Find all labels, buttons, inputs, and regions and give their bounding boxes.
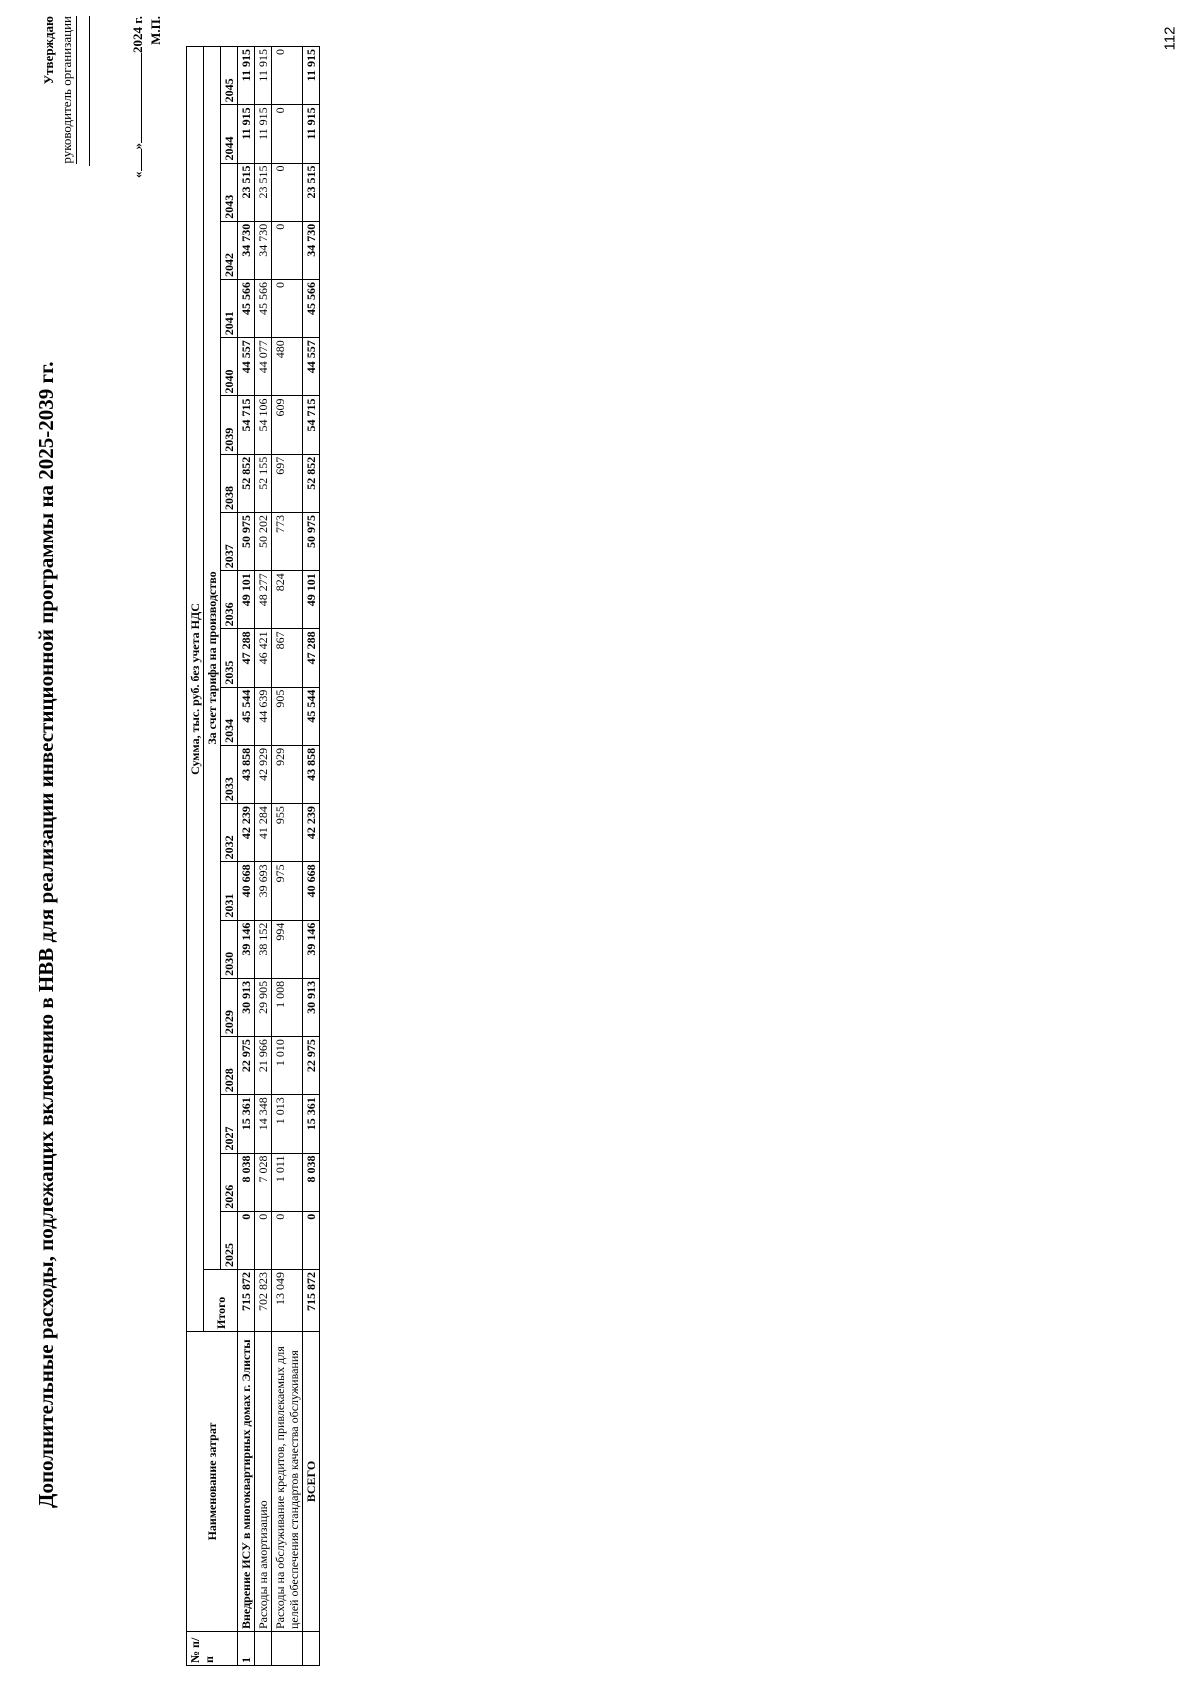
total-year-value: 42 239 (303, 804, 320, 862)
total-year-value: 30 913 (303, 978, 320, 1036)
row-year-value: 45 544 (238, 687, 255, 745)
row-year-value: 955 (272, 804, 303, 862)
approval-date: «»2024 г. (130, 16, 145, 178)
total-year-value: 11 915 (303, 47, 320, 105)
row-total-value: 715 872 (238, 1270, 255, 1332)
row-year-value: 11 915 (238, 47, 255, 105)
total-year-value: 50 975 (303, 512, 320, 570)
total-year-value: 40 668 (303, 862, 320, 920)
total-year-value: 11 915 (303, 105, 320, 163)
approval-head-label: руководитель организации (58, 16, 77, 246)
signature-line (79, 16, 90, 166)
row-total-value: 702 823 (255, 1270, 272, 1332)
year-header: 2027 (221, 1095, 238, 1153)
year-header: 2042 (221, 221, 238, 279)
row-year-value: 0 (272, 47, 303, 105)
total-year-value: 54 715 (303, 396, 320, 454)
total-year-value: 52 852 (303, 454, 320, 512)
row-year-value: 0 (272, 221, 303, 279)
row-year-value: 49 101 (238, 571, 255, 629)
year-header: 2045 (221, 47, 238, 105)
total-year-value: 23 515 (303, 163, 320, 221)
row-year-value: 0 (255, 1211, 272, 1269)
total-year-value: 0 (303, 1211, 320, 1269)
row-year-value: 52 155 (255, 454, 272, 512)
header-no: № п/п (187, 1632, 238, 1666)
row-year-value: 14 348 (255, 1095, 272, 1153)
total-year-value: 39 146 (303, 920, 320, 978)
table-row (238, 47, 255, 1666)
year-header: 2038 (221, 454, 238, 512)
row-year-value: 994 (272, 920, 303, 978)
row-year-value: 50 975 (238, 512, 255, 570)
total-year-value: 8 038 (303, 1153, 320, 1211)
row-number (255, 1632, 272, 1666)
year-header: 2031 (221, 862, 238, 920)
row-name: Расходы на обслуживание кредитов, привлекаемых для целей обеспечения стандартов качества обслуживания (272, 1332, 303, 1632)
year-header: 2037 (221, 512, 238, 570)
total-year-value: 45 566 (303, 280, 320, 338)
row-year-value: 42 239 (238, 804, 255, 862)
row-year-value: 697 (272, 454, 303, 512)
row-year-value: 40 668 (238, 862, 255, 920)
total-year-value: 22 975 (303, 1037, 320, 1095)
header-name: Наименование затрат (187, 1332, 238, 1632)
row-year-value: 45 566 (255, 280, 272, 338)
row-year-value: 21 966 (255, 1037, 272, 1095)
header-total: Итого (204, 1270, 238, 1332)
year-header: 2044 (221, 105, 238, 163)
year-header: 2026 (221, 1153, 238, 1211)
row-year-value: 34 730 (255, 221, 272, 279)
year-header: 2034 (221, 687, 238, 745)
total-year-value: 47 288 (303, 629, 320, 687)
row-total-value: 13 049 (272, 1270, 303, 1332)
row-year-value: 11 915 (255, 105, 272, 163)
row-year-value: 609 (272, 396, 303, 454)
year-header: 2035 (221, 629, 238, 687)
row-number (272, 1632, 303, 1666)
total-label: ВСЕГО (303, 1332, 320, 1632)
row-year-value: 44 557 (238, 338, 255, 396)
row-year-value: 48 277 (255, 571, 272, 629)
year-header: 2039 (221, 396, 238, 454)
row-year-value: 929 (272, 745, 303, 803)
row-year-value: 23 515 (255, 163, 272, 221)
total-year-value: 44 557 (303, 338, 320, 396)
header-source: За счет тарифа на производство (204, 47, 221, 1270)
row-year-value: 43 858 (238, 745, 255, 803)
row-year-value: 1 013 (272, 1095, 303, 1153)
row-year-value: 1 008 (272, 978, 303, 1036)
cost-table (186, 46, 320, 1666)
row-year-value: 867 (272, 629, 303, 687)
header-sum: Сумма, тыс. руб. без учета НДС (187, 47, 204, 1332)
total-year-value: 49 101 (303, 571, 320, 629)
total-sum: 715 872 (303, 1270, 320, 1332)
total-row (303, 47, 320, 1666)
year-header: 2028 (221, 1037, 238, 1095)
year-header: 2025 (221, 1211, 238, 1269)
year-header: 2041 (221, 280, 238, 338)
row-year-value: 8 038 (238, 1153, 255, 1211)
row-year-value: 54 106 (255, 396, 272, 454)
year-header: 2033 (221, 745, 238, 803)
row-year-value: 44 077 (255, 338, 272, 396)
year-header: 2029 (221, 978, 238, 1036)
row-year-value: 905 (272, 687, 303, 745)
row-year-value: 39 146 (238, 920, 255, 978)
table-row (272, 47, 303, 1666)
row-name: Расходы на амортизацию (255, 1332, 272, 1632)
document-title: Дополнительные расходы, подлежащих включению в НВВ для реализации инвестиционной программы на 2025-2039 гг. (34, 361, 58, 1508)
row-year-value: 44 639 (255, 687, 272, 745)
row-year-value: 15 361 (238, 1095, 255, 1153)
row-year-value: 41 284 (255, 804, 272, 862)
year-header: 2036 (221, 571, 238, 629)
row-year-value: 1 010 (272, 1037, 303, 1095)
row-year-value: 46 421 (255, 629, 272, 687)
row-year-value: 824 (272, 571, 303, 629)
stamp-label: М.П. (148, 16, 163, 45)
row-year-value: 0 (272, 1211, 303, 1269)
row-year-value: 50 202 (255, 512, 272, 570)
row-year-value: 11 915 (255, 47, 272, 105)
row-year-value: 480 (272, 338, 303, 396)
row-year-value: 38 152 (255, 920, 272, 978)
row-year-value: 0 (272, 280, 303, 338)
year-header: 2030 (221, 920, 238, 978)
row-year-value: 0 (272, 105, 303, 163)
row-year-value: 52 852 (238, 454, 255, 512)
row-name: Внедрение ИСУ в многоквартирных домах г. Элисты (238, 1332, 255, 1632)
row-year-value: 22 975 (238, 1037, 255, 1095)
year-header: 2043 (221, 163, 238, 221)
total-year-value: 45 544 (303, 687, 320, 745)
row-year-value: 23 515 (238, 163, 255, 221)
approval-block (40, 16, 165, 246)
total-year-value: 15 361 (303, 1095, 320, 1153)
row-year-value: 39 693 (255, 862, 272, 920)
row-year-value: 45 566 (238, 280, 255, 338)
total-year-value: 43 858 (303, 745, 320, 803)
approval-label: Утверждаю (41, 16, 56, 85)
row-year-value: 0 (272, 163, 303, 221)
row-year-value: 11 915 (238, 105, 255, 163)
row-year-value: 42 929 (255, 745, 272, 803)
row-year-value: 29 905 (255, 978, 272, 1036)
row-year-value: 0 (238, 1211, 255, 1269)
total-row-number (303, 1632, 320, 1666)
row-year-value: 7 028 (255, 1153, 272, 1211)
table-row (255, 47, 272, 1666)
year-header: 2032 (221, 804, 238, 862)
row-year-value: 1 011 (272, 1153, 303, 1211)
row-year-value: 47 288 (238, 629, 255, 687)
year-header: 2040 (221, 338, 238, 396)
total-year-value: 34 730 (303, 221, 320, 279)
row-year-value: 34 730 (238, 221, 255, 279)
row-year-value: 975 (272, 862, 303, 920)
page-number: 112 (1161, 26, 1179, 51)
row-year-value: 54 715 (238, 396, 255, 454)
row-number: 1 (238, 1632, 255, 1666)
row-year-value: 30 913 (238, 978, 255, 1036)
row-year-value: 773 (272, 512, 303, 570)
